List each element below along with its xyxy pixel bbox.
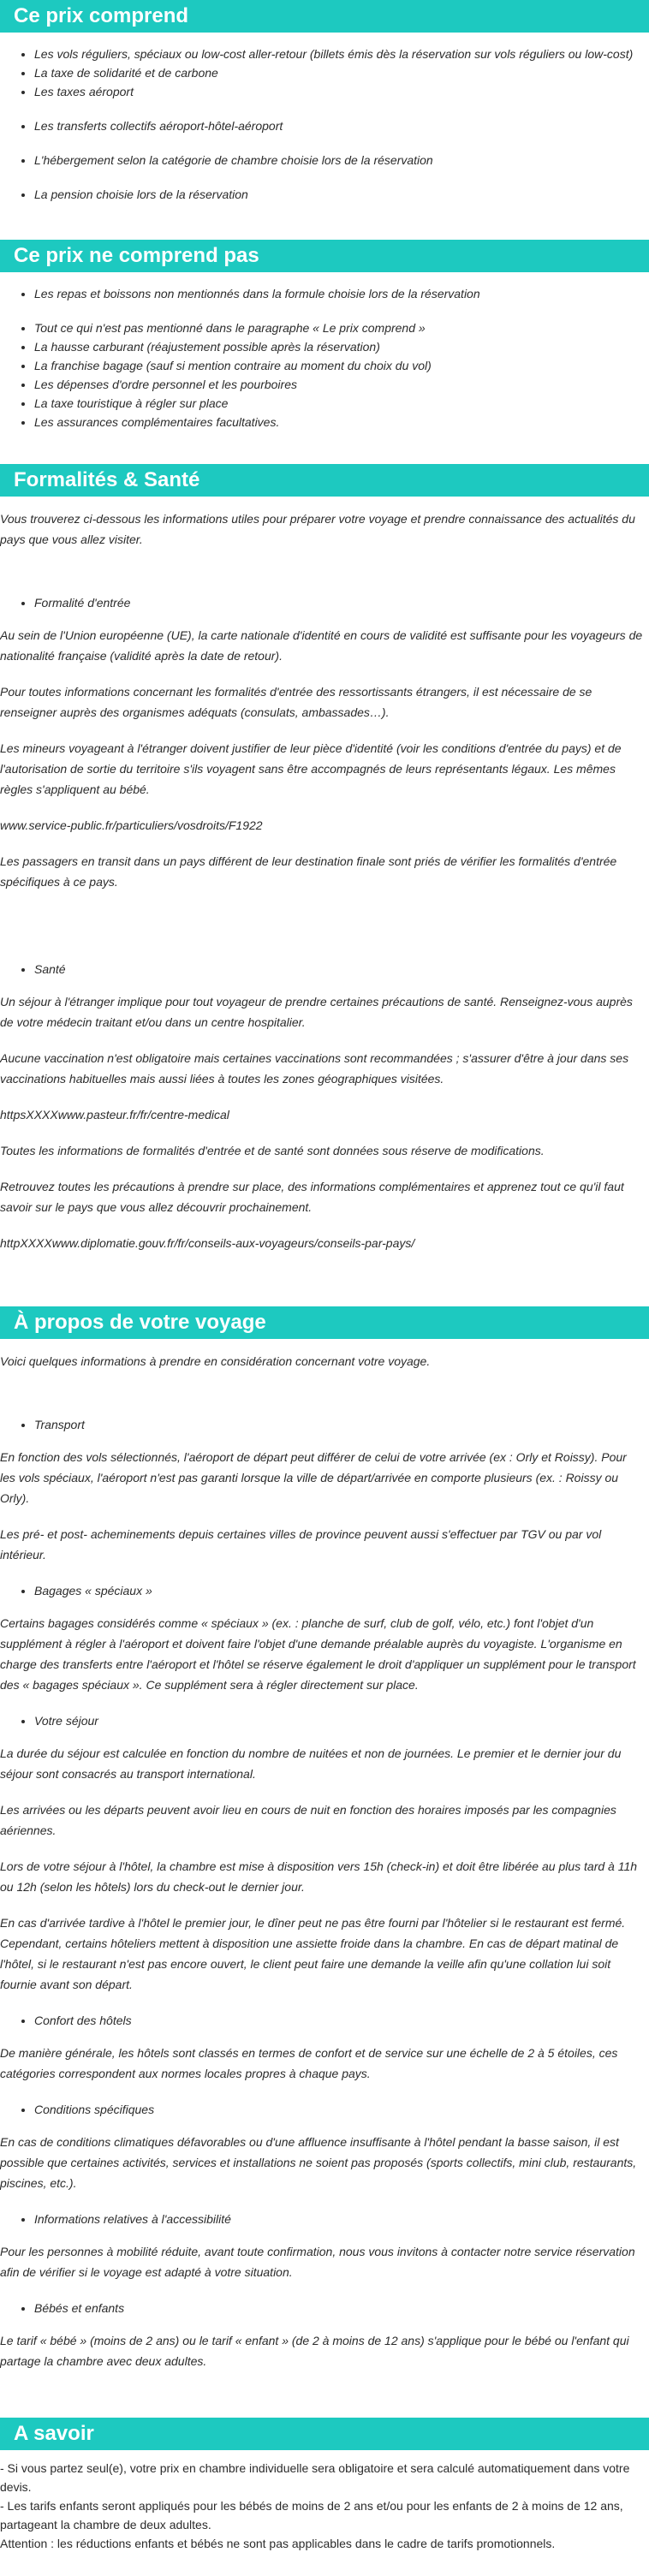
paragraph: Retrouvez toutes les précautions à prendre sur place, des informations complémentaires et apprenez tout ce qu'il faut savoir sur le pays que vous allez découvrir prochainement. — [0, 1180, 624, 1214]
list-item: • La franchise bagage (sauf si mention contraire au moment du choix du vol) — [34, 356, 649, 375]
subheading-accessibilite: • Informations relatives à l'accessibilité — [34, 2209, 649, 2229]
paragraph: Les passagers en transit dans un pays différent de leur destination finale sont priés de vérifier les formalités d'entrée spécifiques à ce pays. — [0, 854, 617, 889]
paragraph: Un séjour à l'étranger implique pour tout voyageur de prendre certaines précautions de santé. Renseignez-vous auprès de votre médecin traitant et/ou dans un centre hospitalier. — [0, 995, 633, 1029]
subheading-transport: • Transport — [34, 1414, 649, 1435]
subheading-conditions: • Conditions spécifiques — [34, 2099, 649, 2120]
paragraph: En cas de conditions climatiques défavorables ou d'une affluence insuffisante à l'hôtel pendant la basse saison, il est possible que certaines activités, services et installations ne soient pas proposés (sports collectifs, mini club, restaurants, piscines, etc.). — [0, 2135, 637, 2190]
list-item: • Tout ce qui n'est pas mentionné dans le paragraphe « Le prix comprend » — [34, 318, 649, 337]
paragraph: Certains bagages considérés comme « spéciaux » (ex. : planche de surf, club de golf, vélo, etc.) font l'objet d'un supplément à régler à l'aéroport et doivent faire l'objet d'une demande préalable auprès du voyagiste. L'organisme en charge des transferts entre l'aéroport et l'hôtel se réserve également le droit d'appliquer un supplément pour le transport des « bagages spéciaux ». Ce supplément sera à régler directement sur place. — [0, 1616, 636, 1692]
section-title-a-propos: À propos de votre voyage — [0, 1306, 649, 1339]
subheading — [0, 2010, 649, 2031]
section-title-formalites-sante: Formalités & Santé — [0, 464, 649, 497]
subheading — [0, 2298, 649, 2318]
subheading — [0, 1580, 649, 1601]
subheading — [0, 1414, 649, 1435]
subheading — [0, 2209, 649, 2229]
excluded-list — [0, 284, 649, 431]
list-item: • La taxe touristique à régler sur place — [34, 394, 649, 413]
list-item: • Les dépenses d'ordre personnel et les pourboires — [34, 375, 649, 394]
paragraph: En cas d'arrivée tardive à l'hôtel le premier jour, le dîner peut ne pas être fourni par l'hôtelier si le restaurant est fermé. Cependant, certains hôteliers mettent à disposition une assiette froide dans la chambre. En cas de départ matinal de l'hôtel, si le restaurant n'est pas encore ouvert, le client peut faire une demande la veille afin qu'une collation lui soit fournie avant son départ. — [0, 1916, 626, 1991]
list-item: • L'hébergement selon la catégorie de chambre choisie lors de la réservation — [34, 151, 649, 170]
paragraph: La durée du séjour est calculée en fonction du nombre de nuitées et non de journées. Le premier et le dernier jour du séjour sont consacrés au transport international. — [0, 1746, 622, 1781]
info-line: - Les tarifs enfants seront appliqués pour les bébés de moins de 2 ans et/ou pour les enfants de 2 à moins de 12 ans, partageant la chambre de deux adultes. — [0, 2499, 623, 2531]
paragraph: Au sein de l'Union européenne (UE), la carte nationale d'identité en cours de validité est suffisante pour les voyageurs de nationalité française (validité après la date de retour). — [0, 628, 643, 663]
section-title-prix-comprend: Ce prix comprend — [0, 0, 649, 33]
list-item: • Les taxes aéroport — [34, 82, 649, 101]
subheading-bagages: • Bagages « spéciaux » — [34, 1580, 649, 1601]
paragraph: Les arrivées ou les départs peuvent avoir lieu en cours de nuit en fonction des horaires imposés par les compagnies aériennes. — [0, 1803, 616, 1837]
link-text: httpsXXXXwww.pasteur.fr/fr/centre-medical — [0, 1108, 229, 1121]
link-text: www.service-public.fr/particuliers/vosdroits/F1922 — [0, 818, 263, 832]
paragraph: Lors de votre séjour à l'hôtel, la chambre est mise à disposition vers 15h (check-in) et doit être libérée au plus tard à 11h ou 12h (selon les hôtels) lors du check-out le dernier jour. — [0, 1859, 638, 1894]
subheading-confort: • Confort des hôtels — [34, 2010, 649, 2031]
list-item: • La hausse carburant (réajustement possible après la réservation) — [34, 337, 649, 356]
subheading — [0, 959, 649, 979]
paragraph: Les pré- et post- acheminements depuis certaines villes de province peuvent aussi s'effectuer par TGV ou par vol intérieur. — [0, 1527, 602, 1562]
paragraph: Pour toutes informations concernant les formalités d'entrée des ressortissants étrangers, il est nécessaire de se renseigner auprès des organismes adéquats (consulats, ambassades…). — [0, 685, 592, 719]
section-title-a-savoir: A savoir — [0, 2418, 649, 2450]
section-title-prix-ne-comprend-pas: Ce prix ne comprend pas — [0, 240, 649, 272]
subheading-bebes: • Bébés et enfants — [34, 2298, 649, 2318]
apropos-intro: Voici quelques informations à prendre en considération concernant votre voyage. — [0, 1354, 431, 1368]
subheading-formalite: • Formalité d'entrée — [34, 592, 649, 613]
paragraph: Pour les personnes à mobilité réduite, avant toute confirmation, nous vous invitons à contacter notre service réservation afin de vérifier si le voyage est adapté à votre situation. — [0, 2245, 635, 2279]
list-item: • La taxe de solidarité et de carbone — [34, 63, 649, 82]
list-item: • Les assurances complémentaires facultatives. — [34, 413, 649, 431]
paragraph: De manière générale, les hôtels sont classés en termes de confort et de service sur une échelle de 2 à 5 étoiles, ces catégories correspondent aux normes locales propres à chaque pays. — [0, 2046, 618, 2080]
info-line: Attention : les réductions enfants et bébés ne sont pas applicables dans le cadre de tarifs promotionnels. — [0, 2537, 556, 2550]
list-item: • Les repas et boissons non mentionnés dans la formule choisie lors de la réservation — [34, 284, 649, 303]
included-list — [0, 45, 649, 204]
subheading — [0, 1710, 649, 1731]
subheading-sante: • Santé — [34, 959, 649, 979]
list-item: • La pension choisie lors de la réservation — [34, 185, 649, 204]
subheading — [0, 592, 649, 613]
subheading-sejour: • Votre séjour — [34, 1710, 649, 1731]
paragraph: Les mineurs voyageant à l'étranger doivent justifier de leur pièce d'identité (voir les conditions d'entrée du pays) et de l'autorisation de sortie du territoire s'ils voyagent sans être accompagnés de leurs représentants légaux. Les mêmes règles s'appliquent au bébé. — [0, 741, 622, 796]
list-item: • Les transferts collectifs aéroport-hôtel-aéroport — [34, 116, 649, 135]
list-item: • Les vols réguliers, spéciaux ou low-cost aller-retour (billets émis dès la réservation sur vols réguliers ou low-cost) — [34, 45, 649, 63]
formalites-intro: Vous trouverez ci-dessous les informations utiles pour préparer votre voyage et prendre connaissance des actualités du pays que vous allez visiter. — [0, 512, 635, 546]
paragraph: Toutes les informations de formalités d'entrée et de santé sont données sous réserve de modifications. — [0, 1144, 545, 1157]
subheading — [0, 2099, 649, 2120]
paragraph: Le tarif « bébé » (moins de 2 ans) ou le tarif « enfant » (de 2 à moins de 12 ans) s'applique pour le bébé ou l'enfant qui partage la chambre avec deux adultes. — [0, 2334, 629, 2368]
paragraph: Aucune vaccination n'est obligatoire mais certaines vaccinations sont recommandées ; s'assurer d'être à jour dans ses vaccinations habituelles mais aussi liées à toutes les zones géographiques visitées. — [0, 1051, 629, 1086]
info-line: - Si vous partez seul(e), votre prix en chambre individuelle sera obligatoire et sera calculé automatiquement dans votre devis. — [0, 2461, 630, 2494]
link-text: httpXXXXwww.diplomatie.gouv.fr/fr/conseils-aux-voyageurs/conseils-par-pays/ — [0, 1236, 415, 1250]
paragraph: En fonction des vols sélectionnés, l'aéroport de départ peut différer de celui de votre arrivée (ex : Orly et Roissy). Pour les vols spéciaux, l'aéroport n'est pas garanti lorsque la ville de départ/arrivée en comporte plusieurs (ex. : Roissy ou Orly). — [0, 1450, 627, 1505]
